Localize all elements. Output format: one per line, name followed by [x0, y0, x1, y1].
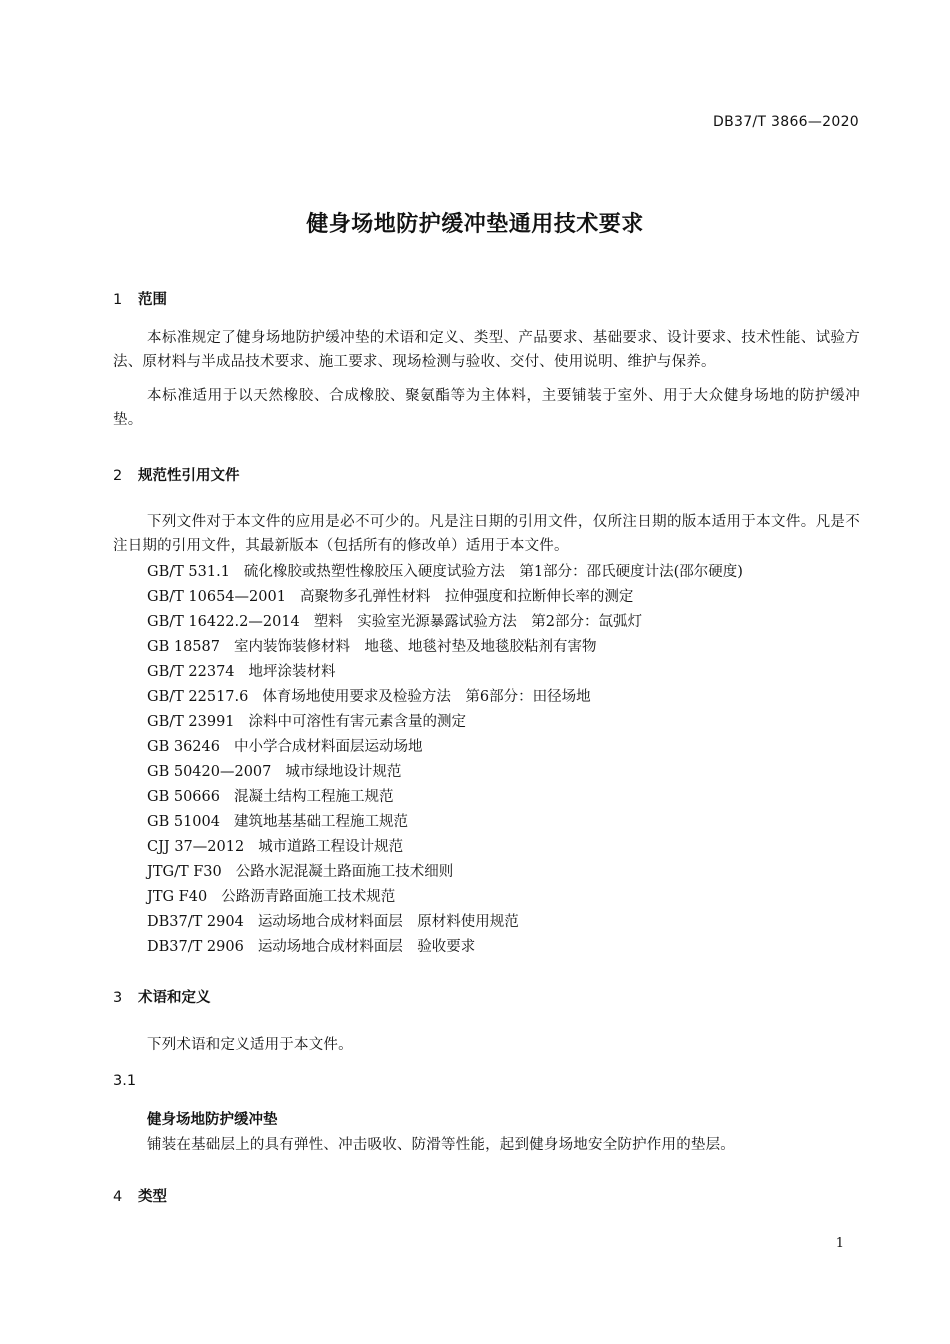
reference-item: [147, 635, 743, 660]
reference-code: GB 50420—2007: [147, 764, 272, 780]
reference-title: 运动场地合成材料面层 验收要求: [257, 939, 476, 955]
section-1-heading: [113, 288, 167, 309]
reference-item: [147, 610, 743, 635]
page-title: 健身场地防护缓冲垫通用技术要求: [306, 212, 644, 237]
reference-code: GB/T 10654—2001: [147, 589, 286, 605]
reference-title: 体育场地使用要求及检验方法 第6部分：田径场地: [262, 689, 591, 705]
reference-item: [147, 710, 743, 735]
section-2-heading: [113, 464, 240, 485]
reference-code: DB37/T 2906: [147, 939, 244, 955]
reference-code: CJJ 37—2012: [147, 839, 245, 855]
section-title: 规范性引用文件: [138, 468, 240, 484]
reference-item: [147, 860, 743, 885]
section-title: 术语和定义: [138, 990, 211, 1006]
section-number: 1: [113, 292, 123, 308]
term-number: 3.1: [113, 1073, 137, 1089]
document-code: DB37/T 3866—2020: [713, 114, 859, 130]
reference-code: GB 51004: [147, 814, 220, 830]
reference-item: [147, 810, 743, 835]
reference-title: 运动场地合成材料面层 原材料使用规范: [257, 914, 519, 930]
scope-paragraph-2: 本标准适用于以天然橡胶、合成橡胶、聚氨酯等为主体料，主要铺装于室外、用于大众健身场地的防护缓冲垫。: [113, 388, 860, 428]
terms-intro: 下列术语和定义适用于本文件。: [147, 1037, 353, 1053]
reference-code: DB37/T 2904: [147, 914, 244, 930]
reference-item: [147, 835, 743, 860]
reference-title: 城市绿地设计规范: [285, 764, 402, 780]
reference-item: [147, 910, 743, 935]
reference-item: [147, 760, 743, 785]
reference-title: 室内装饰装修材料 地毯、地毯衬垫及地毯胶粘剂有害物: [233, 639, 597, 655]
reference-item: [147, 660, 743, 685]
reference-code: GB/T 22517.6: [147, 689, 249, 705]
section-4-heading: [113, 1185, 167, 1206]
term-definition: 铺装在基础层上的具有弹性、冲击吸收、防滑等性能，起到健身场地安全防护作用的垫层。: [147, 1137, 735, 1153]
reference-item: [147, 585, 743, 610]
reference-code: GB 36246: [147, 739, 220, 755]
refs-intro: 下列文件对于本文件的应用是必不可少的。凡是注日期的引用文件，仅所注日期的版本适用于本文件。凡是不注日期的引用文件，其最新版本（包括所有的修改单）适用于本文件。: [113, 514, 860, 554]
reference-item: [147, 885, 743, 910]
reference-title: 混凝土结构工程施工规范: [233, 789, 394, 805]
reference-code: GB 18587: [147, 639, 220, 655]
reference-title: 塑料 实验室光源暴露试验方法 第2部分：氙弧灯: [313, 614, 643, 630]
reference-title: 高聚物多孔弹性材料 拉伸强度和拉断伸长率的测定: [299, 589, 634, 605]
reference-code: GB/T 531.1: [147, 564, 230, 580]
reference-item: [147, 935, 743, 960]
reference-code: JTG F40: [147, 889, 208, 905]
section-number: 3: [113, 990, 123, 1006]
reference-code: GB/T 16422.2—2014: [147, 614, 300, 630]
reference-title: 地坪涂装材料: [248, 664, 336, 680]
reference-code: GB/T 22374: [147, 664, 235, 680]
reference-title: 硫化橡胶或热塑性橡胶压入硬度试验方法 第1部分：邵氏硬度计法(邵尔硬度): [243, 564, 743, 580]
reference-title: 中小学合成材料面层运动场地: [233, 739, 423, 755]
section-title: 类型: [138, 1189, 167, 1205]
reference-title: 公路沥青路面施工技术规范: [221, 889, 396, 905]
reference-item: [147, 735, 743, 760]
reference-title: 城市道路工程设计规范: [258, 839, 404, 855]
scope-paragraph-1: 本标准规定了健身场地防护缓冲垫的术语和定义、类型、产品要求、基础要求、设计要求、技术性能、试验方法、原材料与半成品技术要求、施工要求、现场检测与验收、交付、使用说明、维护与保养。: [113, 330, 860, 370]
page-number: 1: [835, 1236, 844, 1251]
reference-code: GB 50666: [147, 789, 220, 805]
reference-item: [147, 785, 743, 810]
section-title: 范围: [138, 292, 167, 308]
reference-title: 建筑地基基础工程施工规范: [233, 814, 408, 830]
term-name: 健身场地防护缓冲垫: [147, 1112, 278, 1128]
reference-code: JTG/T F30: [147, 864, 222, 880]
section-number: 4: [113, 1189, 123, 1205]
reference-item: [147, 560, 743, 585]
reference-code: GB/T 23991: [147, 714, 235, 730]
reference-title: 涂料中可溶性有害元素含量的测定: [248, 714, 467, 730]
reference-title: 公路水泥混凝土路面施工技术细则: [235, 864, 454, 880]
reference-list: [147, 560, 743, 960]
reference-item: [147, 685, 743, 710]
section-number: 2: [113, 468, 123, 484]
section-3-heading: [113, 986, 211, 1007]
